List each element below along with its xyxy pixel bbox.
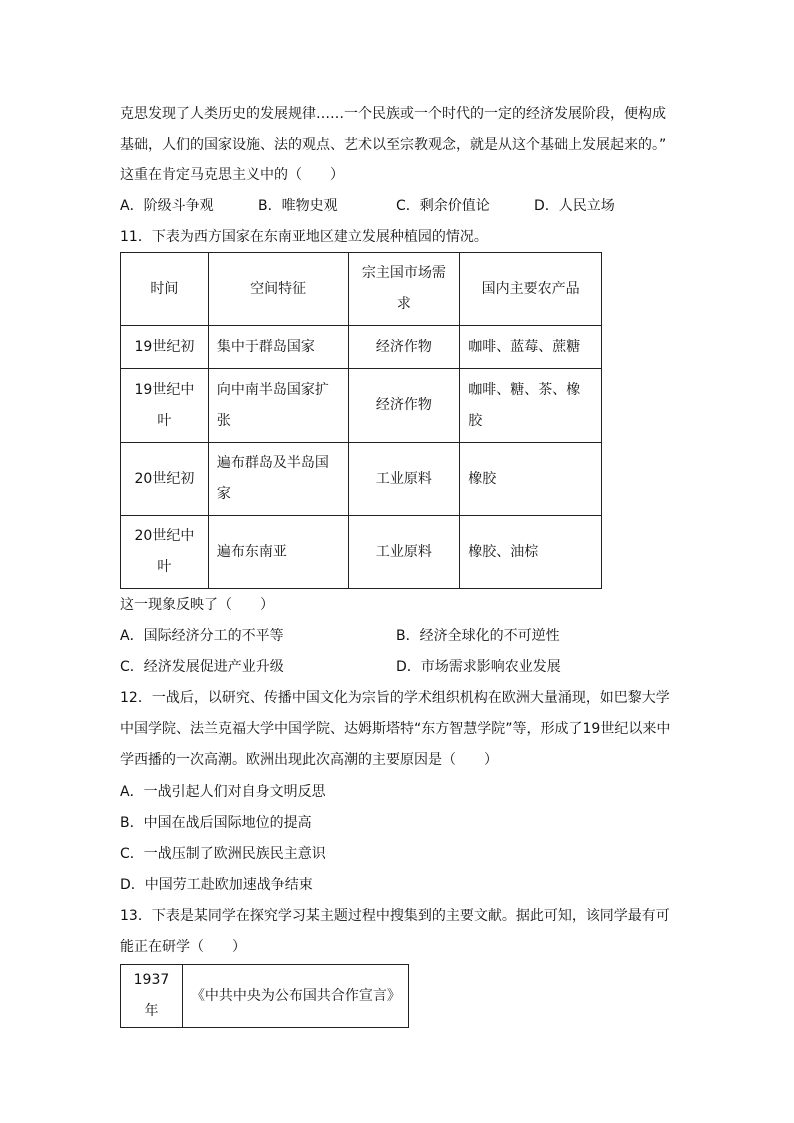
cell-demand: 经济作物 bbox=[348, 369, 460, 443]
q13-line-2: 能正在研学（ ） bbox=[120, 939, 246, 955]
q12-line-3: 学西播的一次高潮。欧洲出现此次高潮的主要原因是（ ） bbox=[120, 752, 498, 768]
q11-option-a[interactable]: A．国际经济分工的不平等 bbox=[120, 628, 284, 644]
cell-demand: 工业原料 bbox=[348, 516, 460, 589]
table-row bbox=[121, 326, 602, 369]
table-row bbox=[121, 516, 602, 589]
q11-option-c[interactable]: C．经济发展促进产业升级 bbox=[120, 659, 284, 675]
q10-option-c[interactable]: C．剩余价值论 bbox=[396, 198, 490, 214]
q10-option-b[interactable]: B．唯物史观 bbox=[258, 198, 338, 214]
cell-document: 《中共中央为公布国共合作宣言》 bbox=[182, 965, 408, 1028]
header-products: 国内主要农产品 bbox=[460, 253, 602, 326]
cell-time: 20世纪初 bbox=[121, 443, 209, 516]
q10-option-d[interactable]: D．人民立场 bbox=[534, 198, 615, 214]
q10-line-1: 克思发现了人类历史的发展规律……一个民族或一个时代的一定的经济发展阶段，便构成 bbox=[120, 106, 666, 122]
cell-demand: 工业原料 bbox=[348, 443, 460, 516]
plantation-table bbox=[120, 252, 602, 589]
q12-line-2: 中国学院、法兰克福大学中国学院、达姆斯塔特“东方智慧学院”等，形成了19世纪以来中 bbox=[120, 721, 671, 737]
header-time: 时间 bbox=[121, 253, 209, 326]
cell-spatial: 遍布群岛及半岛国家 bbox=[208, 443, 348, 516]
q12-line-1: 12．一战后，以研究、传播中国文化为宗旨的学术组织机构在欧洲大量涌现，如巴黎大学 bbox=[120, 690, 670, 706]
q12-option-d[interactable]: D．中国劳工赴欧加速战争结束 bbox=[120, 877, 313, 893]
documents-table bbox=[120, 964, 409, 1028]
cell-time: 19世纪初 bbox=[121, 326, 209, 369]
q12-option-c[interactable]: C．一战压制了欧洲民族民主意识 bbox=[120, 846, 326, 862]
table-row bbox=[121, 443, 602, 516]
table-row bbox=[121, 369, 602, 443]
cell-products: 橡胶 bbox=[460, 443, 602, 516]
q10-line-3: 这重在肯定马克思主义中的（ ） bbox=[120, 167, 344, 183]
cell-demand: 经济作物 bbox=[348, 326, 460, 369]
q13-line-1: 13．下表是某同学在探究学习某主题过程中搜集到的主要文献。据此可知，该同学最有可 bbox=[120, 908, 670, 924]
q12-option-a[interactable]: A．一战引起人们对自身文明反思 bbox=[120, 784, 326, 800]
cell-year: 1937年 bbox=[121, 965, 183, 1028]
q10-options bbox=[120, 196, 680, 216]
header-spatial: 空间特征 bbox=[208, 253, 348, 326]
table-row bbox=[121, 965, 409, 1028]
q11-stem: 11．下表为西方国家在东南亚地区建立发展种植园的情况。 bbox=[120, 229, 488, 245]
q11-after: 这一现象反映了（ ） bbox=[120, 597, 274, 613]
cell-products: 橡胶、油棕 bbox=[460, 516, 602, 589]
q11-options-row-1 bbox=[120, 626, 680, 646]
q11-option-d[interactable]: D．市场需求影响农业发展 bbox=[396, 659, 561, 675]
table-header-row bbox=[121, 253, 602, 326]
cell-time: 19世纪中叶 bbox=[121, 369, 209, 443]
cell-spatial: 向中南半岛国家扩张 bbox=[208, 369, 348, 443]
cell-time: 20世纪中叶 bbox=[121, 516, 209, 589]
q10-option-a[interactable]: A．阶级斗争观 bbox=[120, 198, 214, 214]
cell-products: 咖啡、糖、茶、橡胶 bbox=[460, 369, 602, 443]
cell-spatial: 遍布东南亚 bbox=[208, 516, 348, 589]
cell-products: 咖啡、蓝莓、蔗糖 bbox=[460, 326, 602, 369]
q10-line-2: 基础，人们的国家设施、法的观点、艺术以至宗教观念，就是从这个基础上发展起来的。” bbox=[120, 137, 667, 153]
q11-options-row-2 bbox=[120, 657, 680, 677]
cell-spatial: 集中于群岛国家 bbox=[208, 326, 348, 369]
header-market-demand: 宗主国市场需求 bbox=[348, 253, 460, 326]
q11-option-b[interactable]: B．经济全球化的不可逆性 bbox=[396, 628, 560, 644]
q12-option-b[interactable]: B．中国在战后国际地位的提高 bbox=[120, 815, 312, 831]
